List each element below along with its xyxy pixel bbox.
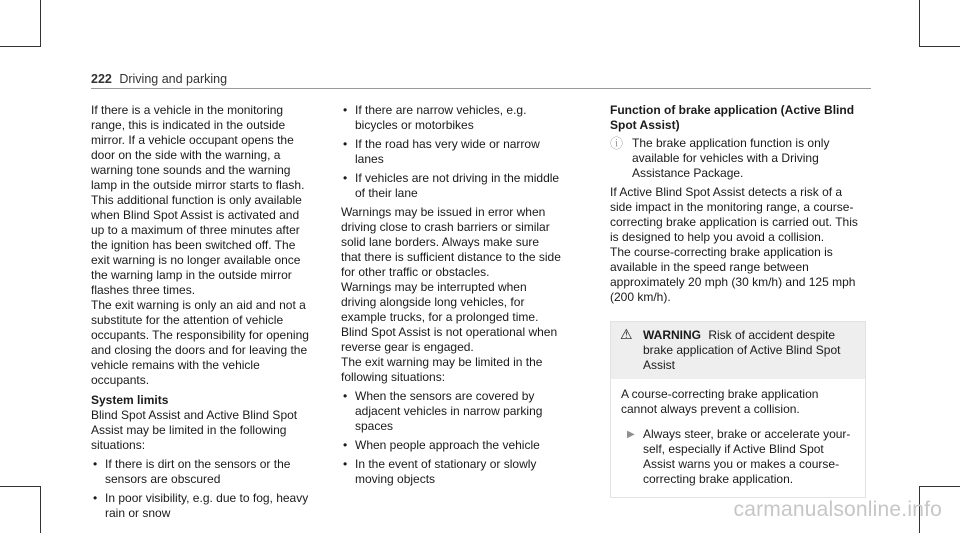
page-number: 222	[91, 72, 112, 86]
page-header	[91, 72, 227, 86]
list-item: • If there is dirt on the sensors or the sensors are obscured	[91, 457, 311, 487]
crop-mark	[919, 0, 920, 47]
paragraph: If there is a vehicle in the monitoring range, this is indicated in the outside mirror. If a vehicle occupant opens the door on the side with the warning, a warning tone sounds and the warning lamp in the outside mirror starts to flash.	[91, 103, 305, 192]
paragraph: Blind Spot Assist is not operational when reverse gear is engaged.	[341, 325, 558, 354]
watermark: carmanualsonline.info	[733, 498, 942, 521]
paragraph: If Active Blind Spot Assist detects a risk of a side impact in the monitoring range, a course-correcting brake application is carried out. This is designed to help you avoid a collision.	[610, 185, 858, 244]
paragraph: Blind Spot Assist and Active Blind Spot Assist may be limited in the following situations:	[91, 408, 298, 452]
column-left	[91, 103, 311, 521]
warning-title: Risk of accident despite brake application of Active Blind Spot Assist	[643, 328, 841, 372]
crop-mark	[0, 46, 41, 47]
crop-mark	[40, 486, 41, 533]
section-heading: Function of brake application (Active Blind Spot Assist)	[610, 103, 855, 132]
section-title: Driving and parking	[119, 72, 228, 86]
list-item: • If vehicles are not driving in the middle of their lane	[341, 171, 561, 201]
warning-step	[621, 427, 855, 487]
crop-mark	[919, 46, 960, 47]
bullet-list	[91, 457, 311, 521]
arrow-right-icon: ▶	[627, 429, 635, 440]
list-item: • When the sensors are covered by adjacent vehicles in narrow parking spaces	[341, 389, 561, 434]
paragraph: This additional function is only available when Blind Spot Assist is activated and up to a maximum of three minutes after the ignition has been switched off. The exit warning is no longer available once the warning lamp in the outside mirror flashes three times.	[91, 193, 302, 297]
crop-mark	[919, 486, 960, 487]
paragraph: Warnings may be issued in error when driving close to crash barriers or similar solid lane borders. Always make sure that there is sufficient distance to the side for other traffic or obstacles.	[341, 205, 561, 279]
header-divider	[91, 88, 871, 89]
section-heading: System limits	[91, 393, 169, 407]
column-right	[610, 103, 866, 498]
warning-body	[611, 379, 865, 497]
paragraph: The exit warning may be limited in the following situations:	[341, 355, 543, 384]
list-item: • In the event of stationary or slowly moving objects	[341, 457, 561, 487]
crop-mark	[0, 486, 41, 487]
bullet-list	[341, 103, 561, 201]
list-item: • When people approach the vehicle	[341, 438, 561, 453]
warning-header	[611, 322, 865, 379]
paragraph: Warnings may be interrupted when driving alongside long vehicles, for example trucks, for a prolonged time.	[341, 280, 539, 324]
list-item: • If there are narrow vehicles, e.g. bicycles or motorbikes	[341, 103, 561, 133]
note-block	[610, 136, 866, 181]
warning-label: WARNING	[643, 328, 701, 342]
step-text: Always steer, brake or accelerate your-self, especially if Active Blind Spot Assist warns you or makes a course-correcting brake application.	[643, 427, 851, 486]
paragraph: The exit warning is only an aid and not a substitute for the attention of vehicle occupants. The responsibility for opening and closing the doors and for leaving the vehicle remains with the vehicle occupants.	[91, 298, 309, 387]
warning-triangle-icon: ⚠	[620, 326, 633, 342]
column-middle	[341, 103, 561, 487]
info-icon: ⓘ	[610, 136, 624, 151]
bullet-list	[341, 389, 561, 487]
warning-box	[610, 321, 866, 498]
paragraph: The course-correcting brake application is available in the speed range between approximately 20 mph (30 km/h) and 125 mph (200 km/h).	[610, 245, 856, 304]
crop-mark	[40, 0, 41, 47]
note-text: The brake application function is only available for vehicles with a Driving Assistance Package.	[632, 136, 830, 180]
list-item: • If the road has very wide or narrow lanes	[341, 137, 561, 167]
warning-text: A course-correcting brake application cannot always prevent a collision.	[621, 387, 819, 416]
list-item: • In poor visibility, e.g. due to fog, heavy rain or snow	[91, 491, 311, 521]
